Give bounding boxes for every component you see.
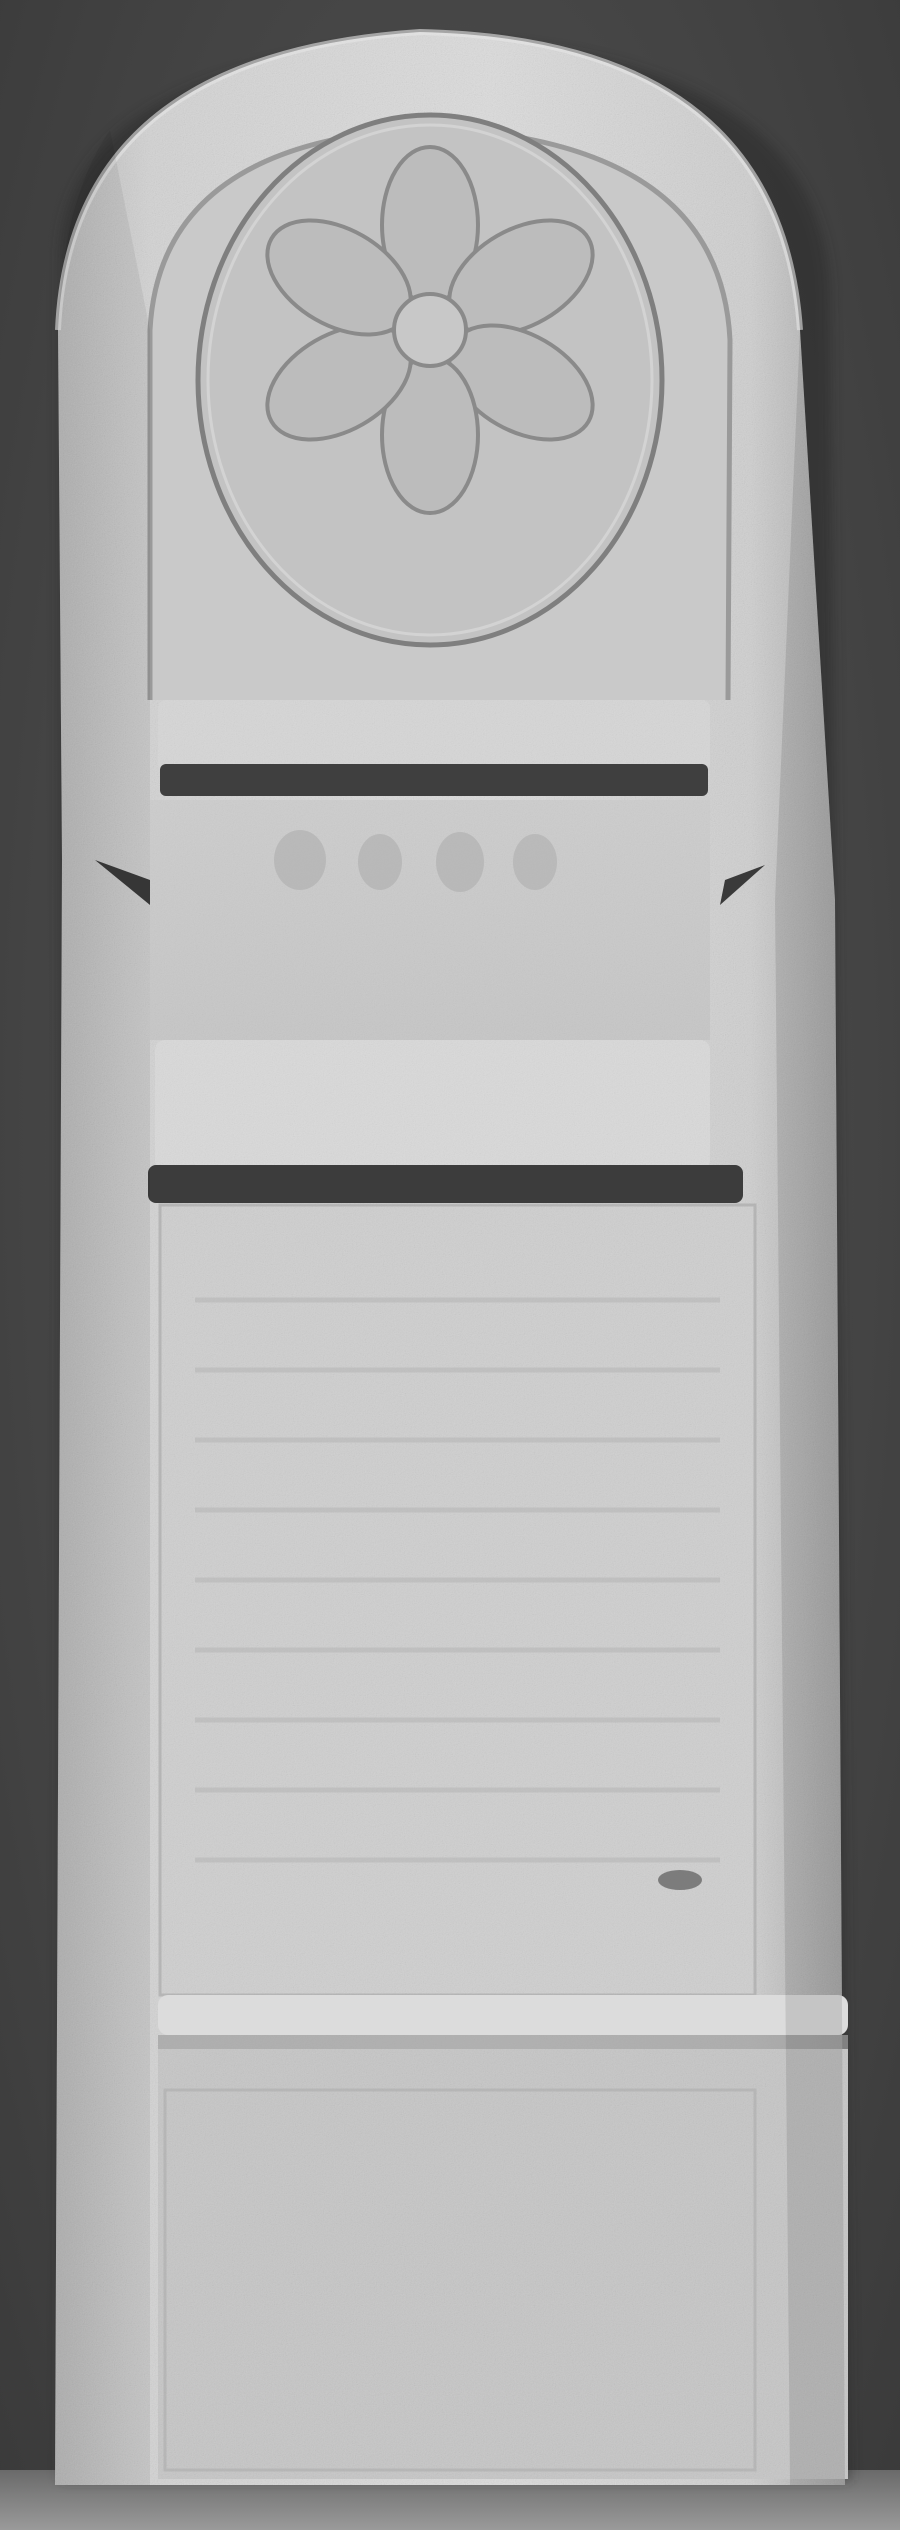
upper-cornice	[158, 700, 710, 796]
base-block	[158, 2049, 848, 2479]
base-molding	[158, 1995, 848, 2049]
upper-panel	[95, 800, 765, 1040]
rosette-medallion	[198, 115, 662, 645]
middle-cornice	[148, 1040, 743, 1203]
middle-groove	[148, 1165, 743, 1203]
main-inscription-field	[160, 1205, 755, 1995]
upper-groove	[160, 764, 708, 796]
left-shading	[55, 130, 150, 2485]
chip-mark	[658, 1870, 702, 1890]
